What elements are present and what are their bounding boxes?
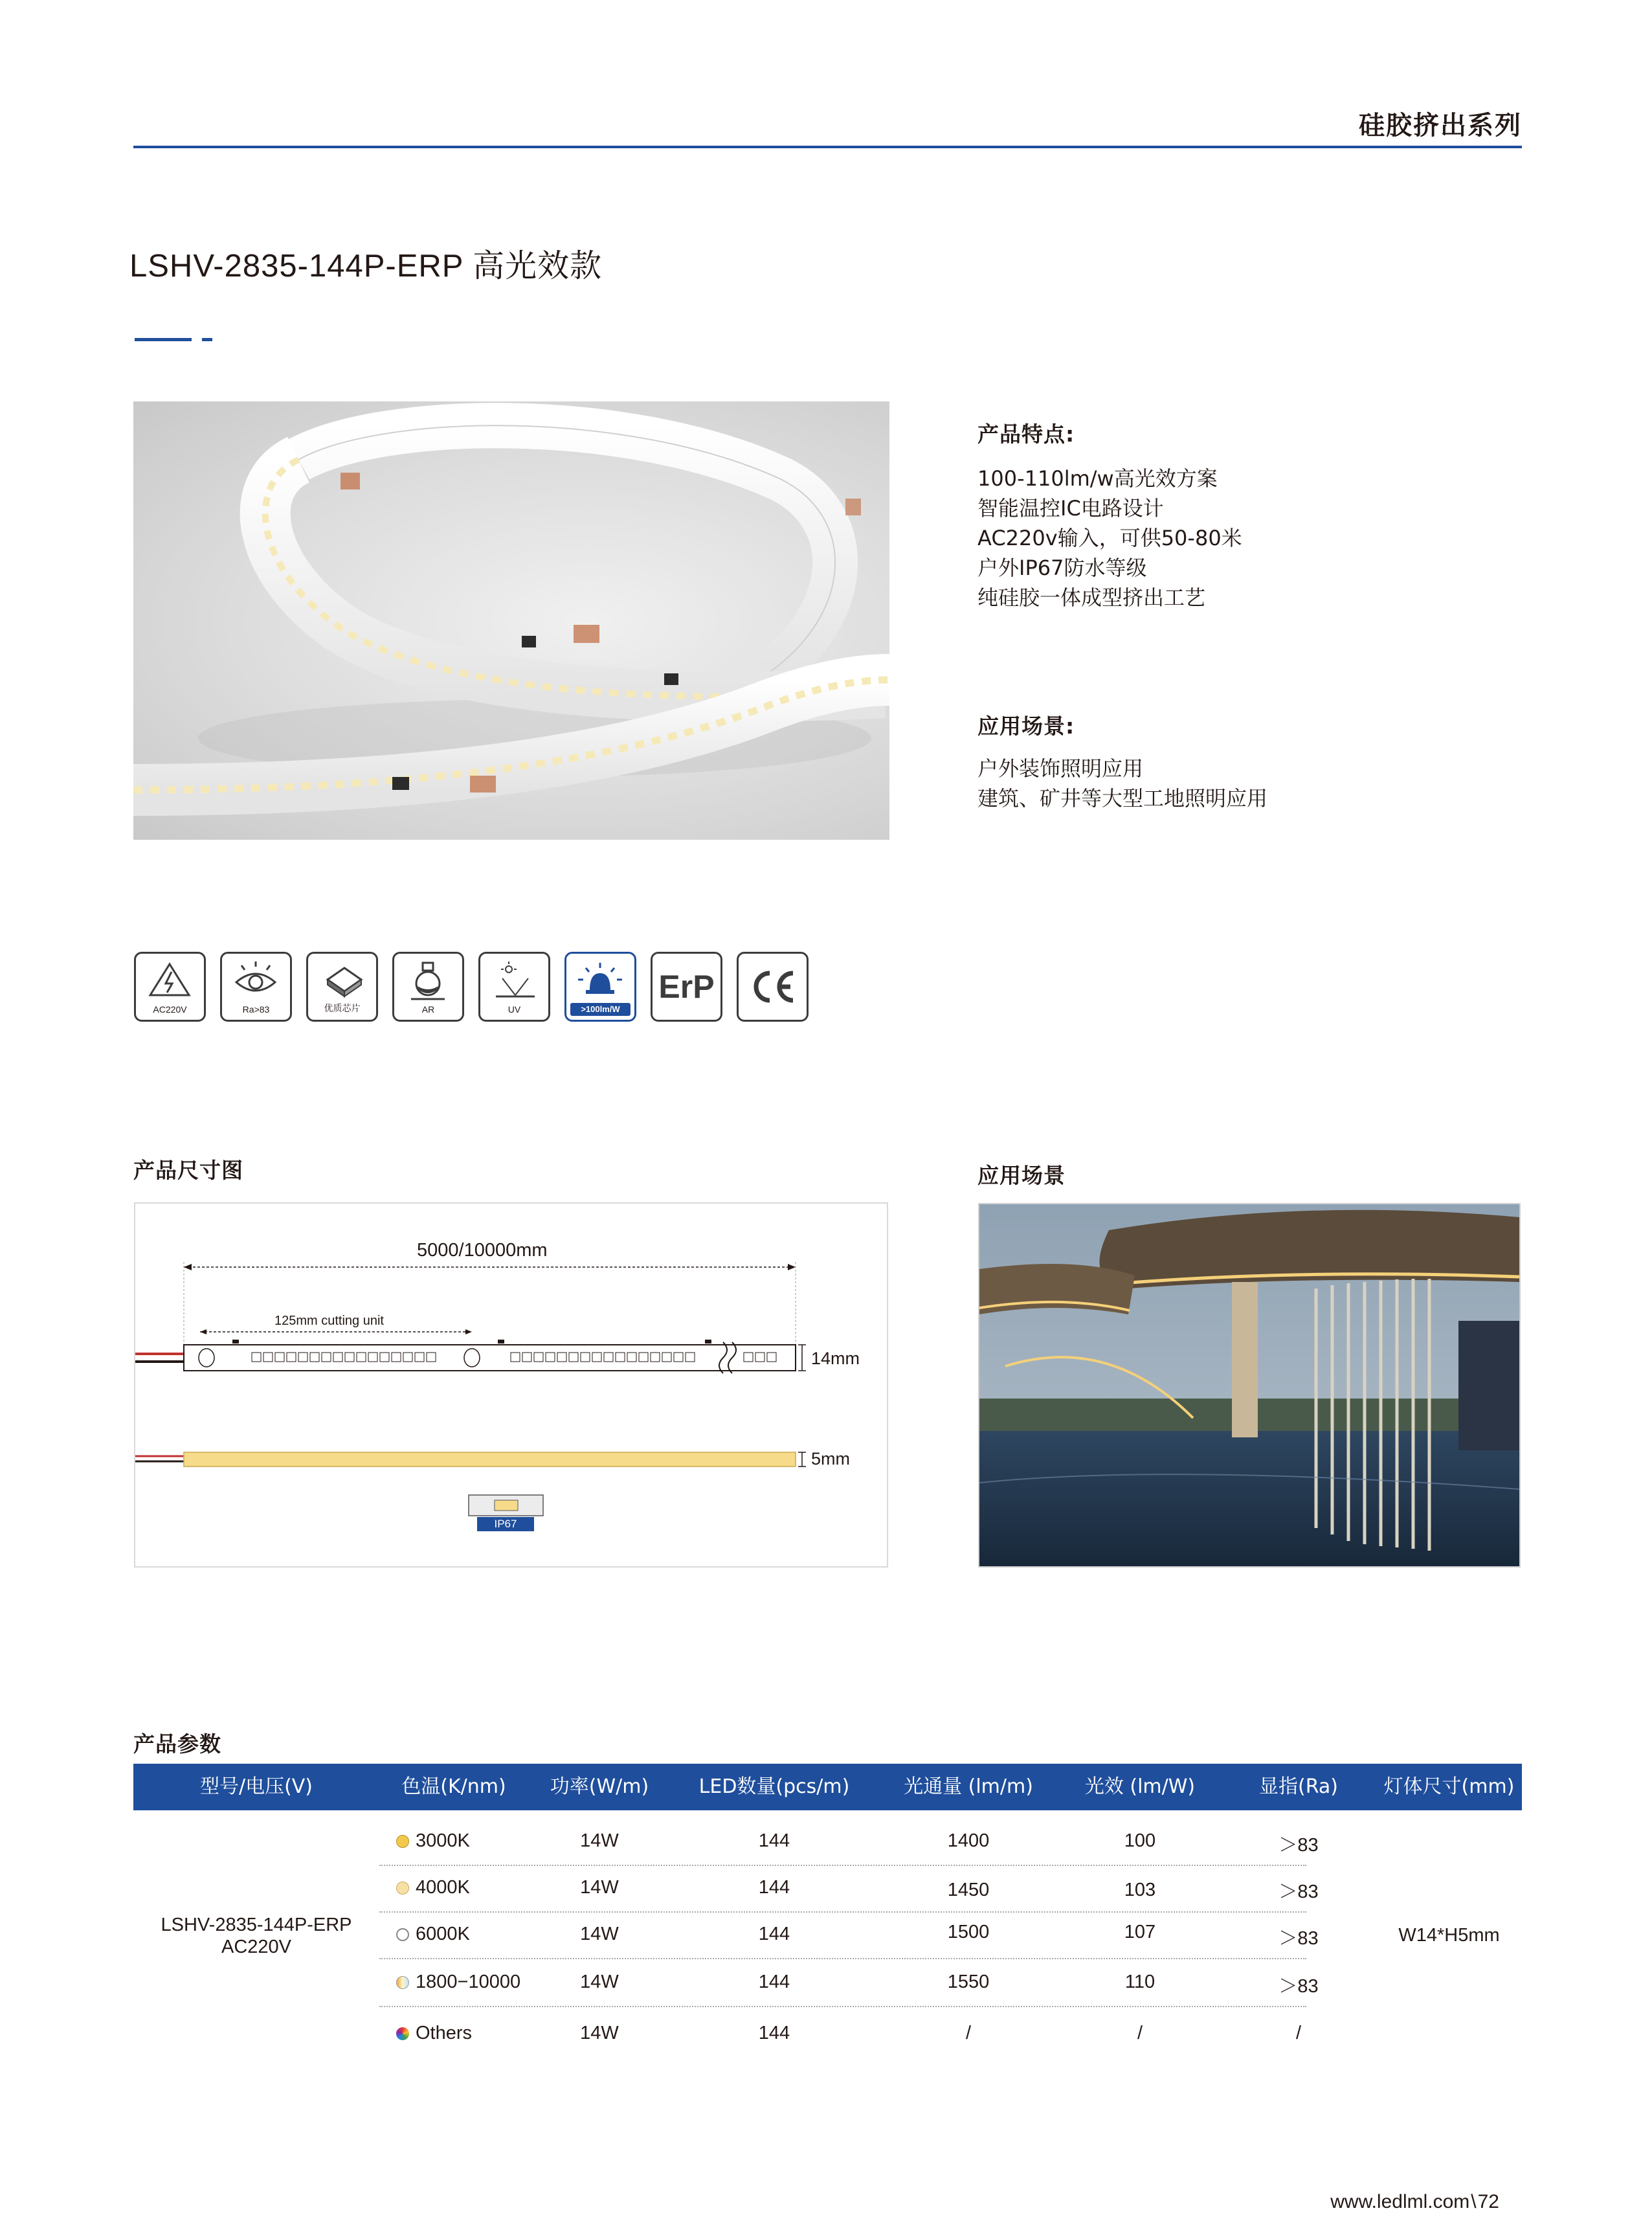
ce-mark-icon <box>739 954 807 1020</box>
badge-label: UV <box>508 1004 521 1015</box>
row-divider <box>379 2006 1306 2007</box>
table-row-ra: / <box>1295 2023 1302 2043</box>
title-accent-line <box>135 338 192 341</box>
row-divider <box>379 1865 1306 1866</box>
erp-mark-icon: ErP <box>658 969 715 1005</box>
table-row-cct: Others <box>396 2023 545 2044</box>
table-row-efficacy: / <box>1137 2023 1143 2043</box>
table-row-ra: ＞83 <box>1278 1835 1319 1856</box>
badge-label: AR <box>421 1004 435 1015</box>
col-led-count: LED数量(pcs/m) <box>698 1775 850 1798</box>
table-row-power: 14W <box>580 1830 619 1851</box>
page-footer <box>1330 2191 1499 2213</box>
badge-label: 优质芯片 <box>324 1003 361 1013</box>
model-voltage: AC220V <box>221 1937 291 1957</box>
badge-chip <box>306 952 378 1022</box>
table-row-cct: 6000K <box>396 1924 545 1945</box>
feature-item: 户外IP67防水等级 <box>977 556 1147 580</box>
applications-heading: 应用场景: <box>977 714 1075 739</box>
certification-badges <box>134 952 809 1022</box>
table-row-flux: 1550 <box>947 1972 990 1992</box>
width-label: 14mm <box>811 1349 860 1368</box>
dimension-heading: 产品尺寸图 <box>133 1158 243 1183</box>
page-number: 72 <box>1477 2191 1499 2212</box>
table-row-flux: / <box>965 2023 972 2043</box>
table-row-efficacy: 110 <box>1124 1972 1155 1992</box>
specs-heading: 产品参数 <box>133 1731 221 1757</box>
table-row-efficacy: 103 <box>1124 1880 1156 1900</box>
badge-label: >100lm/W <box>570 1003 631 1016</box>
building-night-image <box>979 1204 1519 1566</box>
feature-item: 纯硅胶一体成型挤出工艺 <box>977 585 1206 610</box>
table-row-leds: 144 <box>758 1924 790 1944</box>
row-divider <box>379 1911 1306 1913</box>
col-model: 型号/电压(V) <box>199 1775 313 1798</box>
ip-rating-label: IP67 <box>494 1518 517 1530</box>
table-row-power: 14W <box>580 2023 619 2043</box>
title-accent-dot <box>202 338 212 341</box>
specs-table-header <box>133 1764 1522 1810</box>
table-row-leds: 144 <box>758 1877 790 1898</box>
col-power: 功率(W/m) <box>550 1775 649 1798</box>
scene-heading: 应用场景 <box>977 1163 1066 1188</box>
badge-label: AC220V <box>153 1004 187 1015</box>
col-efficacy: 光效 (lm/W) <box>1084 1775 1196 1798</box>
height-label: 5mm <box>811 1449 850 1468</box>
table-row-ra: ＞83 <box>1278 1976 1319 1997</box>
table-row-cct: 4000K <box>396 1877 545 1898</box>
badge-efficacy <box>564 952 636 1022</box>
cutting-unit-label: 125mm cutting unit <box>274 1314 384 1328</box>
table-row-flux: 1400 <box>947 1830 990 1851</box>
application-scene-photo <box>978 1203 1521 1568</box>
table-row-efficacy: 100 <box>1124 1830 1156 1851</box>
table-row-ra: ＞83 <box>1278 1882 1319 1902</box>
badge-ar <box>392 952 464 1022</box>
table-row-leds: 144 <box>758 1830 790 1851</box>
feature-item: AC220v输入，可供50-80米 <box>977 526 1242 550</box>
color-dot-icon <box>396 1835 409 1848</box>
table-row-cct: 1800−10000 <box>396 1972 558 1993</box>
table-row-leds: 144 <box>758 1972 790 1992</box>
size-cell: W14*H5mm <box>1398 1925 1500 1946</box>
feature-item: 智能温控IC电路设计 <box>977 496 1164 521</box>
col-cct: 色温(K/nm) <box>401 1775 506 1798</box>
col-ra: 显指(Ra) <box>1259 1775 1338 1798</box>
table-row-cct: 3000K <box>396 1830 545 1852</box>
color-dot-icon <box>396 1976 409 1989</box>
website-link[interactable]: www.ledlml.com <box>1330 2191 1470 2212</box>
table-row-flux: 1500 <box>947 1922 990 1942</box>
badge-erp <box>651 952 722 1022</box>
col-size: 灯体尺寸(mm) <box>1383 1775 1515 1798</box>
features-heading: 产品特点: <box>977 422 1075 447</box>
color-dot-icon <box>396 1882 409 1894</box>
product-photo <box>133 401 889 840</box>
col-flux: 光通量 (lm/m) <box>904 1775 1033 1798</box>
color-dot-icon <box>396 2027 409 2040</box>
badge-ce <box>737 952 809 1022</box>
badge-ra <box>220 952 292 1022</box>
badge-uv <box>478 952 550 1022</box>
footer-divider: \ <box>1471 2191 1477 2212</box>
model-name: LSHV-2835-144P-ERP <box>161 1915 352 1935</box>
dimension-drawing <box>134 1202 888 1568</box>
product-title: LSHV-2835-144P-ERP 高光效款 <box>129 249 603 284</box>
table-row-leds: 144 <box>758 2023 790 2043</box>
color-dot-icon <box>396 1928 409 1941</box>
length-label: 5000/10000mm <box>417 1240 548 1261</box>
table-row-efficacy: 107 <box>1124 1922 1156 1942</box>
model-cell <box>133 1914 379 1958</box>
badge-ac220v <box>134 952 206 1022</box>
table-row-flux: 1450 <box>947 1880 990 1900</box>
badge-label: Ra>83 <box>242 1004 270 1015</box>
series-title: 硅胶挤出系列 <box>1359 111 1522 141</box>
application-item: 建筑、矿井等大型工地照明应用 <box>977 786 1268 811</box>
table-row-power: 14W <box>580 1924 619 1944</box>
table-row-power: 14W <box>580 1877 619 1898</box>
applications-list <box>977 754 1267 813</box>
feature-item: 100-110lm/w高光效方案 <box>977 466 1218 491</box>
table-row-power: 14W <box>580 1972 619 1992</box>
led-strip-coil-image <box>133 401 889 840</box>
application-item: 户外装饰照明应用 <box>977 756 1144 781</box>
table-row-ra: ＞83 <box>1278 1928 1319 1949</box>
row-divider <box>379 1958 1306 1959</box>
features-list <box>977 464 1242 613</box>
header-rule <box>133 146 1522 148</box>
